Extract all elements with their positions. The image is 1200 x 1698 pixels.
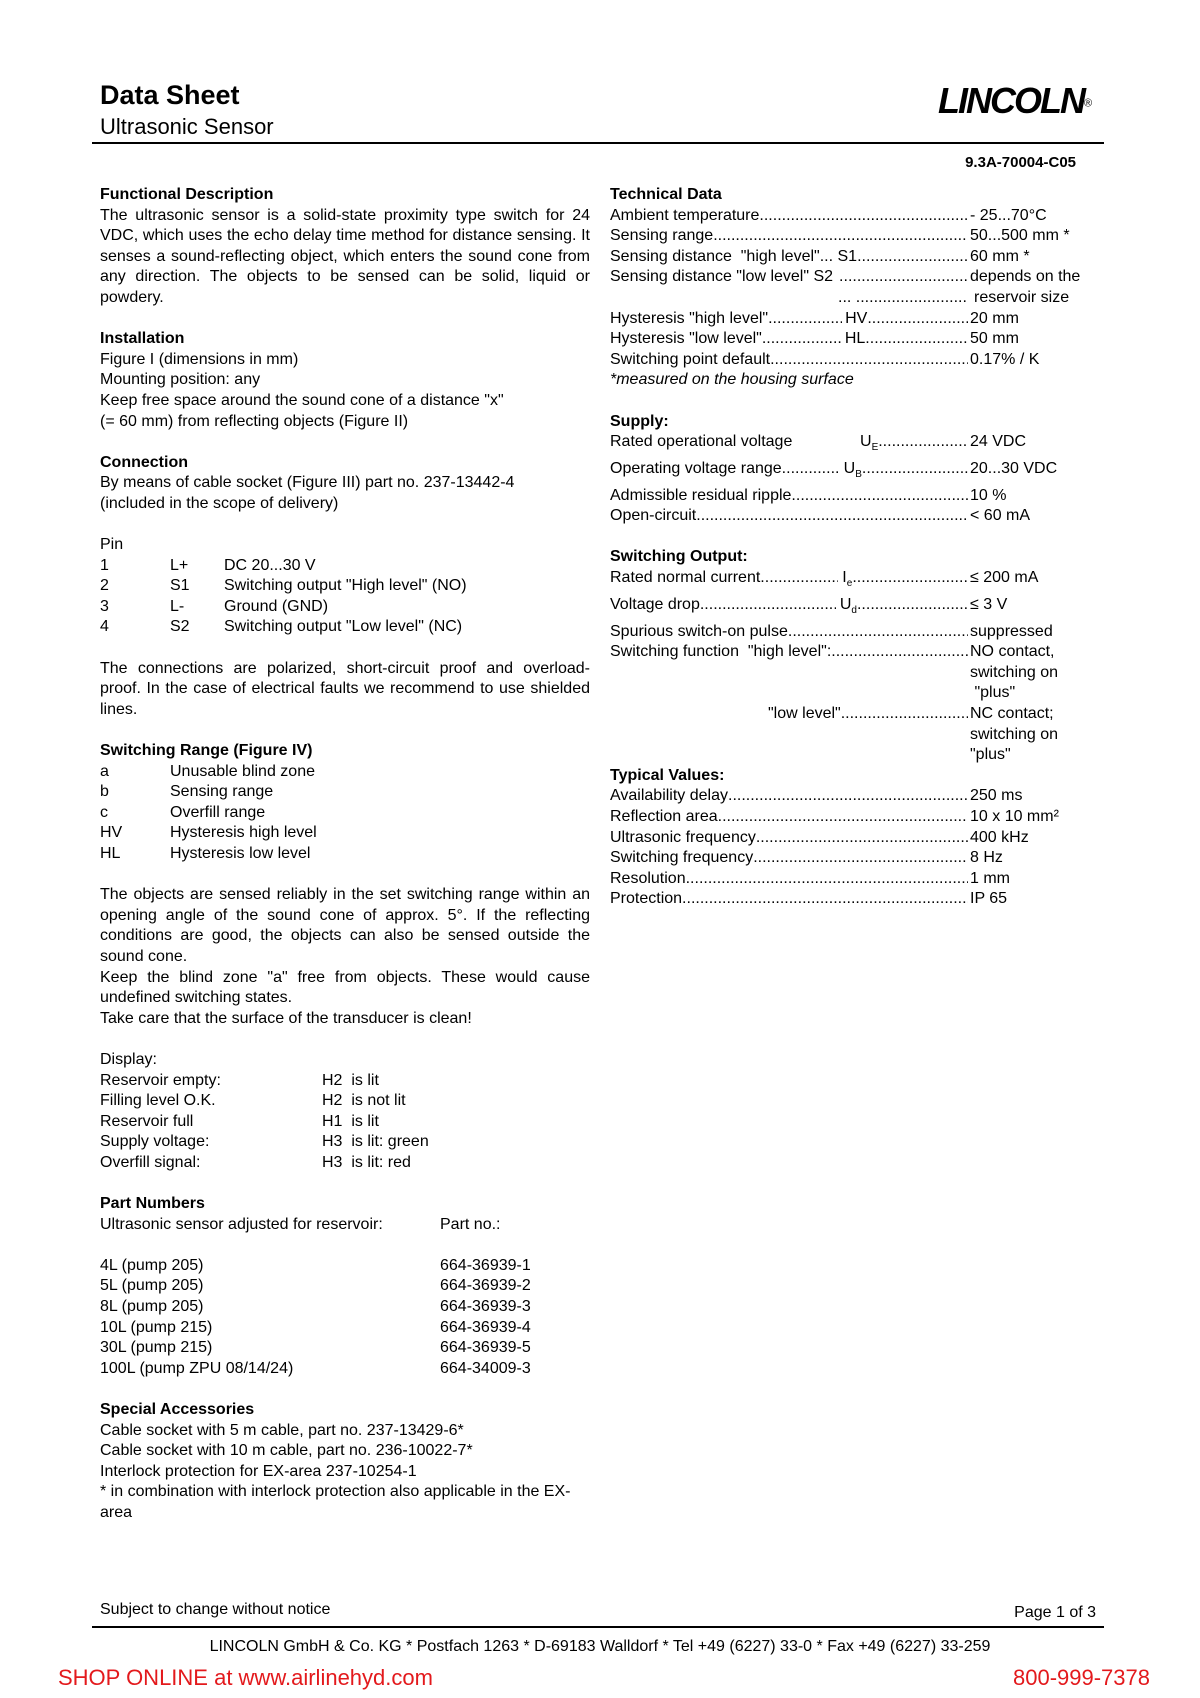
- part-number: 664-36939-5: [440, 1339, 531, 1357]
- display-label: Overfill signal:: [100, 1153, 201, 1171]
- part-row: [100, 1338, 590, 1359]
- output-value: suppressed: [970, 622, 1053, 640]
- connection-line: By means of cable socket (Figure III) part no. 237-13442-4: [100, 474, 515, 492]
- display-value: H1 is lit: [322, 1112, 379, 1130]
- output-cont: [610, 683, 1094, 704]
- range-desc: Sensing range: [170, 783, 274, 801]
- tech-lead: ...: [838, 288, 856, 306]
- output-label: Spurious switch-on pulse: [610, 622, 788, 640]
- output-symbol: [836, 595, 857, 622]
- functional-text: The ultrasonic sensor is a solid-state proximity type switch for 24 VDC, which uses the echo delay time method for distance sensing. It senses a sound-reflecting object, which enters the sound cone from any direction. The objects to be sensed can be solid, liquid or powdery.: [100, 206, 590, 306]
- switching-output-heading: Switching Output:: [610, 548, 748, 566]
- supply-label: Admissible residual ripple: [610, 486, 792, 504]
- pin-number: 1: [100, 556, 109, 574]
- part-row: [100, 1297, 590, 1318]
- symbol-letter: I: [842, 569, 847, 587]
- accessories-heading: Special Accessories: [100, 1401, 255, 1419]
- typical-value: 400 kHz: [970, 828, 1029, 846]
- change-notice: Subject to change without notice: [100, 1601, 331, 1618]
- range-code: c: [100, 803, 108, 821]
- display-row: [100, 1071, 590, 1092]
- part-number: 664-36939-1: [440, 1256, 531, 1274]
- range-code: HL: [100, 845, 121, 862]
- output-cont: [610, 663, 1094, 684]
- supply-value: < 60 mA: [970, 507, 1031, 525]
- typical-label: Availability delay: [610, 787, 728, 805]
- tech-row: [610, 247, 1094, 268]
- display-label: Filling level O.K.: [100, 1092, 216, 1110]
- tech-row: [610, 288, 1094, 309]
- connection-note: The connections are polarized, short-circuit proof and overload-proof. In the case of electrical faults we recommend to use shielded lines.: [100, 659, 590, 718]
- tech-value: 50 mm: [970, 330, 1019, 348]
- typical-row: [610, 848, 1094, 869]
- part-number: 664-36939-4: [440, 1318, 531, 1336]
- pin-row: [100, 617, 590, 638]
- tech-value: 60 mm *: [970, 247, 1030, 265]
- tech-note: *measured on the housing surface: [610, 371, 854, 389]
- display-label: Supply voltage:: [100, 1133, 210, 1151]
- part-col-reservoir: Ultrasonic sensor adjusted for reservoir:: [100, 1215, 383, 1233]
- typical-label: Resolution: [610, 869, 686, 887]
- output-label: Switching function "high level":: [610, 643, 832, 661]
- tech-value: reservoir size: [974, 288, 1070, 306]
- display-value: H3 is lit: green: [322, 1133, 429, 1151]
- typical-value: 250 ms: [970, 787, 1023, 805]
- output-value: NC contact;: [970, 705, 1054, 722]
- output-row: [610, 622, 1094, 643]
- part-numbers-header: [100, 1215, 590, 1236]
- page-title: Data Sheet: [100, 80, 240, 110]
- accessory-line: Cable socket with 5 m cable, part no. 237-13429-6*: [100, 1421, 464, 1439]
- supply-label: Open-circuit: [610, 507, 697, 525]
- tech-label: Sensing distance "high level"... S1: [610, 247, 858, 265]
- typical-label: Reflection area: [610, 807, 718, 825]
- installation-line: (= 60 mm) from reflecting objects (Figure II): [100, 412, 409, 430]
- range-item: [100, 823, 590, 844]
- output-label: Rated normal current: [610, 569, 761, 587]
- pin-code: L-: [170, 597, 185, 615]
- range-code: HV: [100, 824, 123, 842]
- tech-value: - 25...70°C: [970, 206, 1047, 224]
- pin-number: 4: [100, 618, 109, 636]
- part-number: 664-36939-2: [440, 1277, 531, 1295]
- pin-code: S2: [170, 618, 190, 636]
- part-col-number: Part no.:: [440, 1215, 501, 1233]
- supply-heading: Supply:: [610, 412, 669, 430]
- tech-label: Switching point default: [610, 350, 771, 368]
- pin-code: L+: [170, 556, 189, 574]
- logo-text: LINCOLN: [938, 80, 1084, 121]
- typical-row: [610, 807, 1094, 828]
- typical-row: [610, 869, 1094, 890]
- installation-heading: Installation: [100, 330, 185, 348]
- output-cont: [610, 745, 1094, 766]
- part-number: 664-34009-3: [440, 1359, 531, 1377]
- range-code: b: [100, 783, 109, 801]
- tech-label: Ambient temperature: [610, 206, 760, 224]
- supply-row: [610, 459, 1094, 486]
- phone-number[interactable]: 800-999-7378: [1012, 1665, 1150, 1690]
- part-reservoir: 8L (pump 205): [100, 1298, 204, 1316]
- pin-row: [100, 597, 590, 618]
- accessory-line: * in combination with interlock protection also applicable in the EX-area: [100, 1483, 571, 1521]
- installation-line: Figure I (dimensions in mm): [100, 350, 299, 368]
- accessory-line: Cable socket with 10 m cable, part no. 236-10022-7*: [100, 1442, 473, 1460]
- display-heading: Display:: [100, 1050, 157, 1068]
- tech-value: 0.17% / K: [970, 350, 1040, 368]
- supply-label: Rated operational voltage: [610, 433, 793, 451]
- display-row: [100, 1153, 590, 1174]
- typical-heading: Typical Values:: [610, 766, 725, 784]
- tech-value: 20 mm: [970, 309, 1019, 327]
- output-value: ≤ 200 mA: [970, 569, 1039, 587]
- typical-value: 1 mm: [970, 869, 1010, 887]
- output-value: switching on: [970, 663, 1059, 681]
- part-row: [100, 1359, 590, 1380]
- typical-row: [610, 828, 1094, 849]
- tech-row: [610, 206, 1094, 227]
- pin-desc: DC 20...30 V: [224, 556, 316, 574]
- range-paragraph: Take care that the surface of the transducer is clean!: [100, 1009, 472, 1027]
- display-value: H2 is not lit: [322, 1092, 406, 1110]
- part-reservoir: 4L (pump 205): [100, 1256, 204, 1274]
- tech-row: [610, 309, 1094, 330]
- display-value: H2 is lit: [322, 1071, 379, 1089]
- tech-label: Hysteresis "low level": [610, 330, 762, 348]
- tech-row: [610, 329, 1094, 350]
- range-paragraph: Keep the blind zone "a" free from objects. These would cause undefined switching states.: [100, 968, 590, 1007]
- supply-symbol: [860, 432, 878, 459]
- page-number: Page 1 of 3: [1014, 1604, 1096, 1621]
- right-column: [610, 185, 1094, 910]
- footer-rule: [92, 1626, 1104, 1628]
- document-number: 9.3A-70004-C05: [965, 154, 1076, 171]
- shop-online-link[interactable]: SHOP ONLINE at www.airlinehyd.com: [58, 1665, 433, 1690]
- output-value: "plus": [970, 746, 1011, 764]
- page-subtitle: Ultrasonic Sensor: [100, 114, 274, 139]
- symbol-subscript: B: [855, 469, 862, 481]
- tech-value: depends on the: [970, 268, 1081, 286]
- tech-row: [610, 226, 1094, 247]
- pin-label: Pin: [100, 536, 124, 554]
- typical-value: 10 x 10 mm²: [970, 807, 1059, 825]
- part-row: [100, 1318, 590, 1339]
- range-item: [100, 803, 590, 824]
- output-value: ≤ 3 V: [970, 595, 1008, 613]
- pin-desc: Switching output "High level" (NO): [224, 577, 467, 595]
- header-rule: [92, 142, 1104, 144]
- lincoln-logo: [938, 80, 1092, 140]
- supply-row: [610, 506, 1094, 527]
- display-label: Reservoir full: [100, 1112, 194, 1130]
- typical-value: IP 65: [970, 890, 1008, 908]
- connection-heading: Connection: [100, 453, 188, 471]
- pin-number: 3: [100, 597, 109, 615]
- registered-mark: ®: [1083, 97, 1093, 110]
- supply-row: [610, 486, 1094, 507]
- tech-label: Sensing range: [610, 227, 714, 245]
- pin-row: [100, 576, 590, 597]
- tech-row: [610, 350, 1094, 371]
- tech-label: Hysteresis "high level": [610, 309, 769, 327]
- range-item: [100, 762, 590, 783]
- supply-value: 20...30 VDC: [970, 459, 1058, 477]
- range-desc: Hysteresis high level: [170, 824, 317, 842]
- part-number: 664-36939-3: [440, 1298, 531, 1316]
- supply-symbol: [840, 459, 862, 486]
- display-value: H3 is lit: red: [322, 1153, 411, 1171]
- pin-code: S1: [170, 577, 190, 595]
- output-value: switching on: [970, 725, 1059, 743]
- tech-symbol: HL: [844, 330, 866, 348]
- supply-label: Operating voltage range: [610, 459, 782, 477]
- range-item: [100, 782, 590, 803]
- range-code: a: [100, 762, 109, 780]
- supply-row: [610, 432, 1094, 459]
- typical-label: Switching frequency: [610, 849, 754, 867]
- display-row: [100, 1112, 590, 1133]
- part-numbers-heading: Part Numbers: [100, 1195, 205, 1213]
- left-column: [100, 185, 590, 1524]
- symbol-subscript: E: [871, 442, 879, 454]
- accessory-line: Interlock protection for EX-area 237-10254-1: [100, 1462, 417, 1480]
- output-row: [610, 704, 1094, 725]
- part-row: [100, 1276, 590, 1297]
- range-paragraph: The objects are sensed reliably in the set switching range within an opening angle of the sound cone of approx. 5°. If the reflecting conditions are good, the objects can also be sensed outside the sound cone.: [100, 886, 590, 965]
- part-reservoir: 10L (pump 215): [100, 1318, 213, 1336]
- pin-desc: Switching output "Low level" (NC): [224, 618, 463, 636]
- output-value: NO contact,: [970, 643, 1055, 661]
- supply-value: 10 %: [970, 486, 1007, 504]
- part-reservoir: 100L (pump ZPU 08/14/24): [100, 1359, 294, 1377]
- pin-desc: Ground (GND): [224, 597, 329, 615]
- output-row: [610, 642, 1094, 663]
- tech-value: 50...500 mm *: [970, 227, 1070, 245]
- functional-heading: Functional Description: [100, 186, 274, 203]
- display-row: [100, 1091, 590, 1112]
- output-row: [610, 568, 1094, 595]
- output-value: "plus": [970, 684, 1016, 702]
- typical-label: Ultrasonic frequency: [610, 828, 756, 846]
- typical-label: Protection: [610, 890, 683, 908]
- symbol-letter: U: [843, 459, 856, 477]
- display-row: [100, 1132, 590, 1153]
- company-address: LINCOLN GmbH & Co. KG * Postfach 1263 * D-69183 Walldorf * Tel +49 (6227) 33-0 * Fax +49 (6227) 33-259: [209, 1638, 991, 1655]
- symbol-letter: U: [860, 433, 872, 451]
- pin-row: [100, 556, 590, 577]
- display-label: Reservoir empty:: [100, 1071, 221, 1089]
- connection-line: (included in the scope of delivery): [100, 494, 339, 512]
- installation-line: Mounting position: any: [100, 371, 261, 389]
- part-reservoir: 5L (pump 205): [100, 1277, 204, 1295]
- pin-number: 2: [100, 577, 109, 595]
- tech-label: Sensing distance "low level" S2: [610, 268, 834, 286]
- tech-row: [610, 267, 1094, 288]
- range-desc: Overfill range: [170, 803, 266, 821]
- part-reservoir: 30L (pump 215): [100, 1339, 213, 1357]
- output-symbol: [838, 568, 852, 595]
- range-desc: Hysteresis low level: [170, 845, 311, 862]
- part-row: [100, 1256, 590, 1277]
- typical-row: [610, 786, 1094, 807]
- output-row: [610, 595, 1094, 622]
- output-label: "low level": [768, 705, 841, 722]
- symbol-subscript: d: [851, 605, 857, 617]
- supply-value: 24 VDC: [970, 433, 1027, 451]
- range-desc: Unusable blind zone: [170, 762, 315, 780]
- symbol-subscript: e: [846, 578, 853, 590]
- typical-row: [610, 889, 1094, 910]
- symbol-letter: U: [839, 595, 852, 613]
- tech-symbol: HV: [845, 309, 868, 327]
- typical-value: 8 Hz: [970, 849, 1003, 867]
- technical-heading: Technical Data: [610, 186, 722, 203]
- installation-line: Keep free space around the sound cone of a distance "x": [100, 391, 504, 409]
- output-cont: [610, 725, 1094, 746]
- range-item: [100, 844, 590, 865]
- switching-range-heading: Switching Range (Figure IV): [100, 742, 313, 760]
- output-label: Voltage drop: [610, 595, 700, 613]
